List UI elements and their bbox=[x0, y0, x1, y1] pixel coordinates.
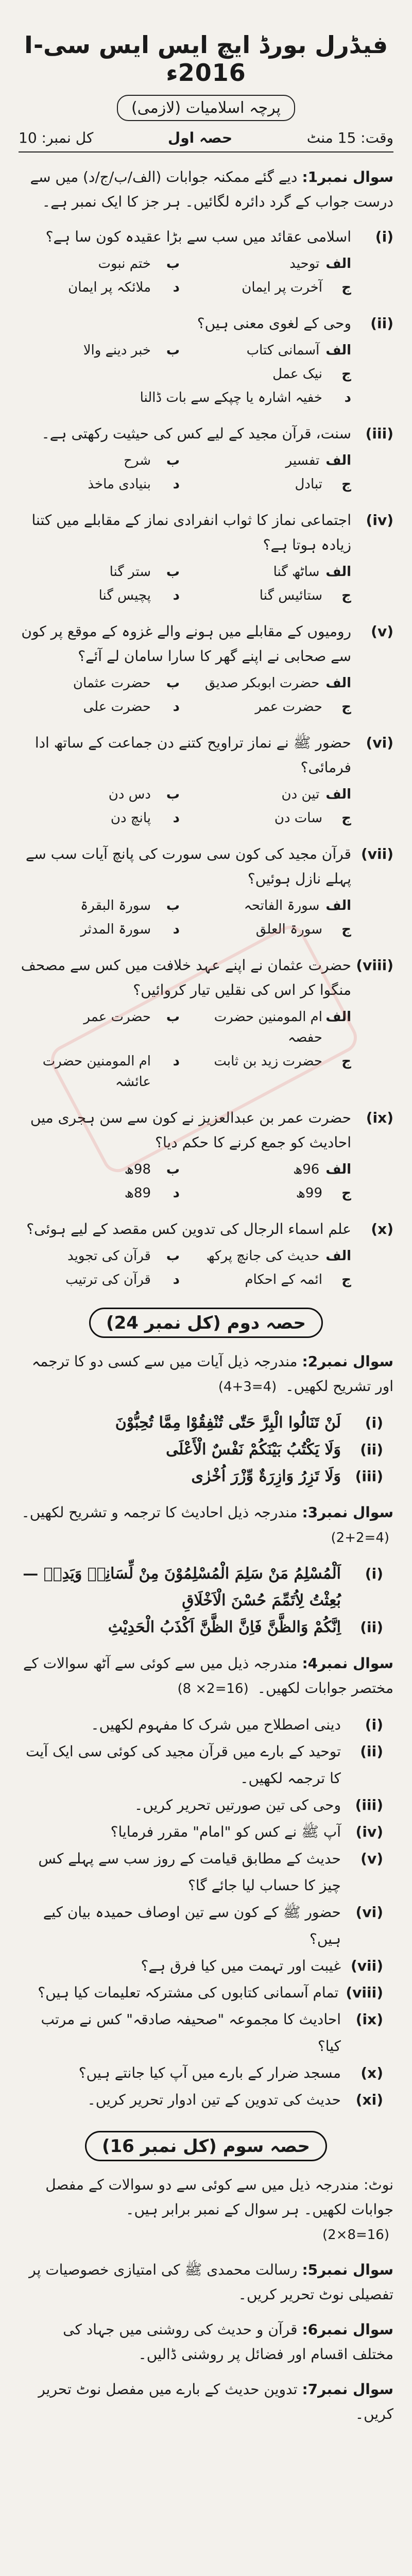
mcq-option bbox=[29, 450, 180, 471]
short-question bbox=[19, 2006, 383, 2060]
part-label: حصہ اول bbox=[167, 129, 233, 146]
long-question-label: سوال نمبر7: bbox=[302, 2381, 393, 2398]
short-question bbox=[19, 1436, 383, 1463]
q4-instruction-text: مندرجہ ذیل میں سے کوئی سے آٹھ سوالات کے مختصر جوابات لکھیں۔ bbox=[23, 1655, 393, 1697]
short-question bbox=[19, 1792, 383, 1819]
q2-instruction-text: مندرجہ ذیل آیات میں سے کسی دو کا ترجمہ اور تشریح لکھیں۔ bbox=[31, 1353, 393, 1395]
option-letter: ج bbox=[341, 1054, 351, 1069]
mcq-option bbox=[29, 1183, 180, 1204]
mcq-option bbox=[200, 450, 351, 471]
option-letter: الف bbox=[325, 1009, 351, 1025]
question-text: اسلامی عقائد میں سب سے بڑا عقیدہ کون سا ہے؟ bbox=[45, 228, 351, 245]
question-number: (vii) bbox=[360, 845, 393, 862]
option-text: ام المومنین حضرت عائشہ bbox=[42, 1054, 151, 1090]
arabic-text: لَنْ تَنَالُوا الْبِرَّ حَتّٰى تُنْفِقُوْا مِمَّا تُحِبُّوْنَ bbox=[115, 1414, 341, 1432]
q3-marks: (2+2=4) bbox=[331, 1530, 389, 1546]
short-question bbox=[19, 1845, 383, 1899]
mcq-stem bbox=[19, 311, 393, 336]
option-letter: ج bbox=[341, 366, 351, 382]
option-text: حضرت ابوبکر صدیق bbox=[204, 675, 320, 691]
option-text: ختم نبوت bbox=[98, 256, 151, 272]
item-text: آپ ﷺ نے کس کو "امام" مقرر فرمایا؟ bbox=[110, 1823, 341, 1840]
option-letter: الف bbox=[325, 256, 351, 272]
item-text: وحی کی تین صورتیں تحریر کریں۔ bbox=[134, 1797, 341, 1814]
mcq-option bbox=[200, 784, 351, 805]
option-text: ام المومنین حضرت حفصہ bbox=[214, 1009, 322, 1045]
arabic-text: اَلْمُسْلِمُ مَنْ سَلِمَ الْمُسْلِمُوْنَ مِنْ لِّسَانِهٖ وَيَدِهٖ — بُعِثْتُ لِاُتَمِّمَ حُسْنَ الْاَخْلَاقِ bbox=[23, 1565, 341, 1609]
item-number: (ii) bbox=[360, 1743, 383, 1760]
item-number: (i) bbox=[365, 1716, 383, 1733]
option-letter: د bbox=[173, 699, 180, 715]
item-number: (ii) bbox=[360, 1441, 383, 1458]
short-question bbox=[19, 1561, 383, 1614]
mcq-option bbox=[29, 474, 180, 495]
option-letter: ج bbox=[341, 588, 351, 603]
section-c-note bbox=[19, 2173, 393, 2247]
option-text: قرآن کی تجوید bbox=[67, 1248, 151, 1264]
option-text: حضرت زید بن ثابت bbox=[214, 1054, 322, 1069]
long-question-text: رسالت محمدی ﷺ کی امتیازی خصوصیات پر تفصیلی نوٹ تحریر کریں۔ bbox=[29, 2261, 393, 2303]
q3-instruction bbox=[19, 1500, 393, 1550]
question-text: حضور ﷺ نے نماز تراویح کتنے دن جماعت کے ساتھ ادا فرمائی؟ bbox=[35, 734, 351, 776]
time-label: وقت: 15 منٹ bbox=[306, 129, 393, 146]
option-text: پانچ دن bbox=[110, 810, 151, 826]
option-letter: الف bbox=[325, 787, 351, 802]
option-letter: ب bbox=[166, 564, 180, 580]
item-text: دینی اصطلاح میں شرک کا مفہوم لکھیں۔ bbox=[91, 1716, 341, 1733]
option-letter: الف bbox=[325, 564, 351, 580]
item-number: (x) bbox=[360, 2064, 383, 2081]
mcq-stem bbox=[19, 731, 393, 780]
item-text: تمام آسمانی کتابوں کی مشترکہ تعلیمات کیا ہیں؟ bbox=[38, 1984, 339, 2001]
option-letter: ج bbox=[341, 280, 351, 295]
question-text: رومیوں کے مقابلے میں ہونے والے غزوہ کے موقع پر کون سے صحابی نے اپنے گھر کا سارا سامان لے آئے؟ bbox=[21, 623, 351, 665]
mcq-options bbox=[29, 673, 351, 717]
option-text: خبر دینے والا bbox=[83, 343, 151, 358]
option-letter: ب bbox=[166, 453, 180, 468]
option-letter: د bbox=[173, 1272, 180, 1287]
mcq-stem bbox=[19, 842, 393, 891]
mcq-option bbox=[200, 562, 351, 582]
option-letter: ج bbox=[341, 1185, 351, 1201]
arabic-text: اِنَّكُمْ وَالظَّنَّ فَاِنَّ الظَّنَّ اَكْذَبُ الْحَدِيْثِ bbox=[108, 1618, 341, 1636]
item-text: مسجد ضرار کے بارے میں آپ کیا جانتے ہیں؟ bbox=[78, 2064, 341, 2081]
mcq-options bbox=[29, 1246, 351, 1290]
mcq-options bbox=[29, 450, 351, 495]
section-b-title: حصہ دوم (کل نمبر 24) bbox=[89, 1308, 323, 1338]
item-number: (v) bbox=[360, 1850, 383, 1867]
mcq-option bbox=[29, 585, 180, 606]
mcq-stem bbox=[19, 421, 393, 446]
mcq-options bbox=[29, 253, 351, 298]
option-text: تبادل bbox=[295, 477, 322, 492]
q3-list bbox=[19, 1561, 393, 1641]
long-question bbox=[19, 2317, 393, 2367]
option-text: تفسیر bbox=[285, 453, 320, 468]
paper-meta bbox=[19, 129, 393, 152]
option-letter: ب bbox=[166, 898, 180, 913]
option-text: 96ھ bbox=[293, 1162, 320, 1177]
long-question-label: سوال نمبر5: bbox=[302, 2261, 393, 2278]
option-letter: د bbox=[173, 922, 180, 937]
subject-label: پرچہ اسلامیات (لازمی) bbox=[117, 95, 295, 121]
question-text: علم اسماء الرجال کی تدوین کس مقصد کے لیے ہوئی؟ bbox=[26, 1221, 351, 1238]
option-letter: ب bbox=[166, 675, 180, 691]
option-letter: ب bbox=[166, 256, 180, 272]
short-question bbox=[19, 1979, 383, 2006]
item-number: (iv) bbox=[355, 1823, 383, 1840]
option-text: سورۃ العلق bbox=[255, 922, 322, 937]
mcq-option bbox=[29, 919, 180, 940]
mcq-list bbox=[19, 225, 393, 1290]
mcq-question bbox=[19, 311, 393, 408]
mcq-option bbox=[29, 1246, 180, 1266]
q2-marks: (4+3=4) bbox=[218, 1379, 277, 1395]
option-letter: د bbox=[173, 810, 180, 826]
q2-label: سوال نمبر2: bbox=[302, 1353, 393, 1370]
mcq-option bbox=[200, 474, 351, 495]
option-text: بنیادی ماخذ bbox=[88, 477, 151, 492]
question-text: اجتماعی نماز کا ثواب انفرادی نماز کے مقابلے میں کتنا زیادہ ہوتا ہے؟ bbox=[31, 512, 351, 553]
option-letter: ب bbox=[166, 1009, 180, 1025]
short-question bbox=[19, 1614, 383, 1641]
mcq-question bbox=[19, 842, 393, 940]
arabic-text: وَلَا تَزِرُ وَازِرَةٌ وِّزْرَ اُخْرٰى bbox=[191, 1467, 341, 1485]
long-question-list bbox=[19, 2258, 393, 2427]
mcq-option bbox=[200, 585, 351, 606]
option-text: حضرت عمر bbox=[255, 699, 322, 715]
option-letter: د bbox=[173, 1054, 180, 1069]
option-text: 98ھ bbox=[124, 1162, 151, 1177]
question-text: قرآن مجید کی کون سی سورت کی پانچ آیات سب سے پہلے نازل ہوئیں؟ bbox=[25, 845, 351, 887]
option-text: سورۃ الفاتحہ bbox=[244, 898, 320, 913]
option-text: تین دن bbox=[281, 787, 320, 802]
option-letter: ج bbox=[341, 810, 351, 826]
mcq-option bbox=[29, 895, 180, 916]
question-text: حضرت عثمان نے اپنے عہد خلافت میں کس سے مصحف منگوا کر اس کی نقلیں تیار کروائیں؟ bbox=[21, 957, 351, 998]
question-number: (i) bbox=[375, 228, 393, 245]
section-c-title: حصہ سوم (کل نمبر 16) bbox=[85, 2131, 327, 2161]
option-letter: د bbox=[173, 588, 180, 603]
option-letter: د bbox=[344, 390, 351, 405]
mcq-question bbox=[19, 508, 393, 606]
item-number: (xi) bbox=[355, 2091, 383, 2108]
option-text: سورۃ المدثر bbox=[80, 922, 151, 937]
question-number: (x) bbox=[371, 1221, 393, 1238]
mcq-option bbox=[200, 1246, 351, 1266]
question-number: (ix) bbox=[366, 1109, 393, 1126]
item-text: حضور ﷺ کے کون سے تین اوصاف حمیدہ بیان کیے ہیں؟ bbox=[43, 1904, 341, 1947]
option-text: حدیث کی جانچ پرکھ bbox=[206, 1248, 320, 1264]
option-text: ستائیس گنا bbox=[259, 588, 322, 603]
mcq-option bbox=[200, 808, 351, 828]
short-question bbox=[19, 2087, 383, 2113]
mcq-option bbox=[200, 340, 351, 361]
mcq-option bbox=[200, 673, 351, 693]
mcq-option bbox=[200, 697, 351, 717]
item-number: (iii) bbox=[355, 1468, 383, 1485]
section-b-heading bbox=[19, 1308, 393, 1338]
mcq-stem bbox=[19, 508, 393, 557]
item-number: (iii) bbox=[355, 1797, 383, 1814]
mcq-option bbox=[29, 1269, 180, 1290]
mcq-option bbox=[29, 277, 180, 298]
item-text: توحید کے بارے میں قرآن مجید کی کوئی سی ایک آیت کا ترجمہ لکھیں۔ bbox=[26, 1743, 341, 1787]
question-number: (iv) bbox=[366, 512, 393, 529]
option-letter: الف bbox=[325, 453, 351, 468]
option-text: حضرت عمر bbox=[83, 1009, 151, 1025]
mcq-option bbox=[29, 562, 180, 582]
mcq-question bbox=[19, 1217, 393, 1290]
option-text: حضرت عثمان bbox=[73, 675, 151, 691]
q4-marks: (8 ×2=16) bbox=[177, 1681, 249, 1697]
short-question bbox=[19, 1410, 383, 1436]
option-text: قرآن کی ترتیب bbox=[65, 1272, 151, 1287]
option-text: دس دن bbox=[108, 787, 151, 802]
q1-instruction bbox=[19, 165, 393, 214]
option-text: شرح bbox=[124, 453, 151, 468]
q1-label: سوال نمبر1: bbox=[302, 168, 393, 185]
mcq-stem bbox=[19, 619, 393, 669]
short-question bbox=[19, 1738, 383, 1792]
long-question-text: قرآن و حدیث کی روشنی میں جہاد کی مختلف اقسام اور فضائل پر روشنی ڈالیں۔ bbox=[63, 2321, 393, 2363]
question-text: وحی کے لغوی معنی ہیں؟ bbox=[197, 315, 351, 332]
long-question-text: تدوین حدیث کے بارے میں مفصل نوٹ تحریر کریں۔ bbox=[38, 2381, 393, 2422]
option-text: ستر گنا bbox=[109, 564, 151, 580]
item-number: (vii) bbox=[350, 1957, 383, 1974]
option-letter: ج bbox=[341, 1272, 351, 1287]
question-number: (v) bbox=[371, 623, 393, 640]
option-text: ساٹھ گنا bbox=[273, 564, 320, 580]
page-title: فیڈرل بورڈ ایچ ایس ایس سی-I 2016ء bbox=[24, 31, 388, 87]
section-c-note-text: نوٹ: مندرجہ ذیل میں سے کوئی سے دو سوالات کے مفصل جوابات لکھیں۔ ہر سوال کے نمبر برابر ہیں۔ bbox=[45, 2176, 393, 2218]
option-text: سورۃ البقرۃ bbox=[80, 898, 151, 913]
q2-list bbox=[19, 1410, 393, 1490]
option-text: حضرت علی bbox=[83, 699, 151, 715]
mcq-option bbox=[29, 387, 351, 408]
short-question bbox=[19, 2060, 383, 2087]
arabic-text: وَلَا يَكْتُبُ بَيْنَكُمْ نَفْسٌ الْأَعْلَى bbox=[166, 1440, 341, 1459]
short-question bbox=[19, 1463, 383, 1490]
mcq-option bbox=[200, 253, 351, 274]
q3-instruction-text: مندرجہ ذیل احادیث کا ترجمہ و تشریح لکھیں۔ bbox=[21, 1504, 298, 1521]
mcq-options bbox=[29, 1159, 351, 1204]
mcq-option bbox=[200, 1159, 351, 1180]
q4-list bbox=[19, 1711, 393, 2113]
option-text: ملائکہ پر ایمان bbox=[68, 280, 151, 295]
option-text: خفیہ اشارہ یا چپکے سے بات ڈالنا bbox=[140, 390, 322, 405]
mcq-question bbox=[19, 225, 393, 298]
question-text: حضرت عمر بن عبدالعزیز نے کون سے سن ہجری میں احادیث کو جمع کرنے کا حکم دیا؟ bbox=[30, 1109, 351, 1151]
option-letter: ب bbox=[166, 1162, 180, 1177]
mcq-question bbox=[19, 421, 393, 495]
q4-instruction bbox=[19, 1651, 393, 1701]
mcq-option bbox=[200, 277, 351, 298]
long-question bbox=[19, 2377, 393, 2427]
option-letter: د bbox=[173, 1185, 180, 1201]
item-number: (ix) bbox=[355, 2011, 383, 2028]
option-letter: الف bbox=[325, 675, 351, 691]
question-number: (ii) bbox=[370, 315, 393, 332]
option-letter: الف bbox=[325, 343, 351, 358]
mcq-option bbox=[29, 673, 180, 693]
item-number: (viii) bbox=[346, 1984, 383, 2001]
option-text: پچیس گنا bbox=[98, 588, 151, 603]
option-letter: الف bbox=[325, 1162, 351, 1177]
question-number: (viii) bbox=[356, 957, 393, 974]
short-question bbox=[19, 1899, 383, 1953]
section-c-heading bbox=[19, 2131, 393, 2161]
mcq-stem bbox=[19, 225, 393, 249]
q1-instruction-text: دیے گئے ممکنہ جوابات (الف/ب/ج/د) میں سے درست جواب کے گرد دائرہ لگائیں۔ ہر جز کا ایک نمبر ہے۔ bbox=[30, 168, 393, 210]
option-text: نیک عمل bbox=[272, 366, 322, 382]
option-letter: ج bbox=[341, 477, 351, 492]
mcq-option bbox=[29, 784, 180, 805]
item-number: (i) bbox=[365, 1565, 383, 1582]
option-text: توحید bbox=[289, 256, 320, 272]
option-text: ائمہ کے احکام bbox=[245, 1272, 322, 1287]
q2-instruction bbox=[19, 1349, 393, 1399]
subject-badge bbox=[19, 95, 393, 121]
short-question bbox=[19, 1953, 383, 1979]
item-text: غیبت اور تہمت میں کیا فرق ہے؟ bbox=[141, 1957, 341, 1974]
item-number: (i) bbox=[365, 1414, 383, 1431]
option-letter: ب bbox=[166, 1248, 180, 1264]
mcq-option bbox=[29, 340, 180, 361]
mcq-option bbox=[200, 1269, 351, 1290]
mcq-question bbox=[19, 619, 393, 717]
question-number: (iii) bbox=[365, 425, 393, 442]
mcq-question bbox=[19, 731, 393, 828]
total-marks-label: کل نمبر: 10 bbox=[19, 129, 94, 146]
item-number: (vi) bbox=[355, 1904, 383, 1921]
mcq-option bbox=[200, 1183, 351, 1204]
q4-label: سوال نمبر4: bbox=[302, 1655, 393, 1672]
option-text: آسمانی کتاب bbox=[246, 343, 320, 358]
option-text: 89ھ bbox=[124, 1185, 151, 1201]
option-letter: ج bbox=[341, 922, 351, 937]
q3-label: سوال نمبر3: bbox=[302, 1504, 393, 1521]
long-question-label: سوال نمبر6: bbox=[302, 2321, 393, 2338]
mcq-option bbox=[200, 364, 351, 384]
item-text: احادیث کا مجموعہ "صحیفہ صادقہ" کس نے مرتب کیا؟ bbox=[41, 2011, 341, 2055]
option-letter: ج bbox=[341, 699, 351, 715]
option-text: 99ھ bbox=[296, 1185, 322, 1201]
mcq-options bbox=[29, 340, 351, 408]
section-c-marks: (2×8=16) bbox=[322, 2227, 389, 2243]
option-letter: ب bbox=[166, 787, 180, 802]
option-letter: د bbox=[173, 477, 180, 492]
mcq-options bbox=[29, 562, 351, 606]
option-text: سات دن bbox=[274, 810, 322, 826]
question-text: سنت، قرآن مجید کے لیے کس کی حیثیت رکھتی ہے۔ bbox=[41, 425, 351, 442]
option-letter: الف bbox=[325, 1248, 351, 1264]
mcq-option bbox=[29, 697, 180, 717]
mcq-options bbox=[29, 784, 351, 828]
item-number: (ii) bbox=[360, 1619, 383, 1636]
option-letter: ب bbox=[166, 343, 180, 358]
item-text: حدیث کی تدوین کے تین ادوار تحریر کریں۔ bbox=[87, 2091, 341, 2108]
item-text: حدیث کے مطابق قیامت کے روز سب سے پہلے کس چیز کا حساب لیا جائے گا؟ bbox=[38, 1850, 341, 1894]
mcq-option bbox=[29, 808, 180, 828]
option-letter: الف bbox=[325, 898, 351, 913]
short-question bbox=[19, 1711, 383, 1738]
short-question bbox=[19, 1819, 383, 1845]
mcq-stem bbox=[19, 1217, 393, 1242]
mcq-option bbox=[29, 253, 180, 274]
question-number: (vi) bbox=[366, 734, 393, 751]
mcq-option bbox=[200, 895, 351, 916]
option-letter: د bbox=[173, 280, 180, 295]
long-question bbox=[19, 2258, 393, 2307]
option-text: آخرت پر ایمان bbox=[242, 280, 322, 295]
